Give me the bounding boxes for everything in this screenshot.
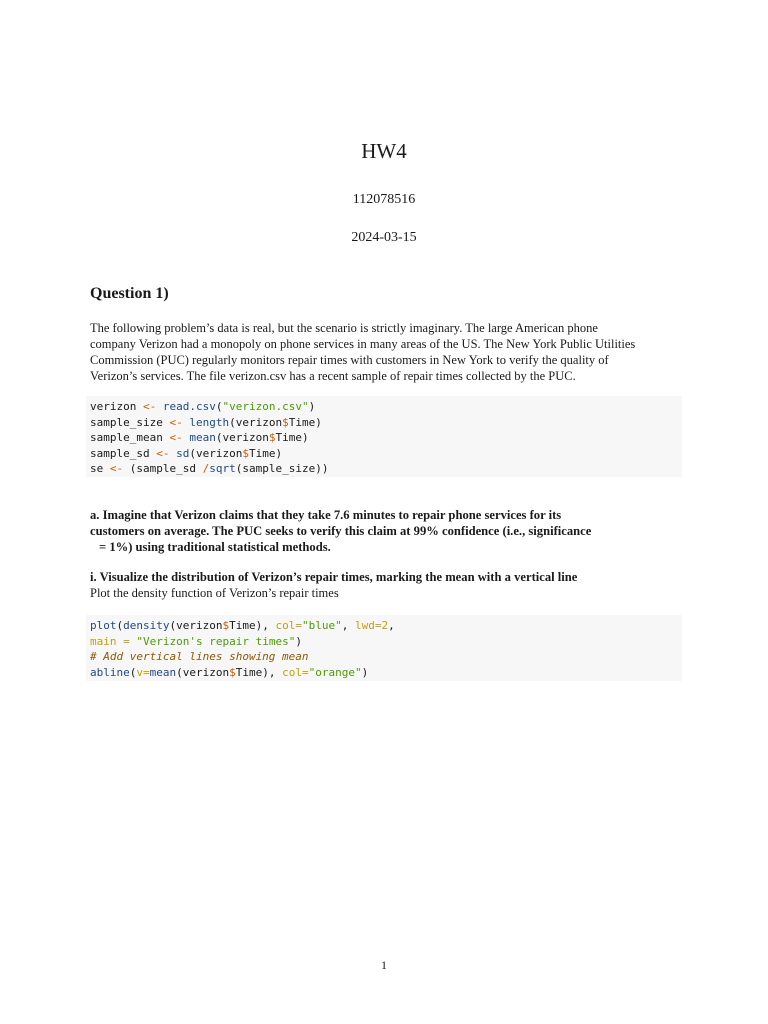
- code-line: plot(density(verizon$Time), col="blue", lwd=2,: [90, 619, 395, 632]
- code-line: abline(v=mean(verizon$Time), col="orange"): [90, 665, 369, 679]
- intro-line: company Verizon had a monopoly on phone services in many areas of the US. The New York Public Utilities: [90, 337, 636, 351]
- code-block-plot: [86, 615, 682, 681]
- code-block-load-data: [86, 396, 682, 477]
- intro-paragraph: [90, 320, 678, 384]
- code-line: main = "Verizon's repair times"): [90, 634, 302, 648]
- question-a-line: a. Imagine that Verizon claims that they take 7.6 minutes to repair phone services for its: [90, 508, 562, 522]
- question-a-text: [90, 507, 678, 555]
- code-line: sample_mean <- mean(verizon$Time): [90, 431, 309, 445]
- question-i-heading: i. Visualize the distribution of Verizon’s repair times, marking the mean with a vertical line: [90, 570, 578, 584]
- page-number: 1: [381, 958, 387, 972]
- document-title: HW4: [361, 139, 407, 163]
- intro-line: Commission (PUC) regularly monitors repair times with customers in New York to verify the quality of: [90, 353, 609, 367]
- code-line: verizon <- read.csv("verizon.csv"): [90, 400, 316, 413]
- author-id: 112078516: [352, 192, 416, 207]
- code-line: se <- (sample_sd /sqrt(sample_size)): [90, 462, 329, 476]
- question-a-line: customers on average. The PUC seeks to verify this claim at 99% confidence (i.e., significance: [90, 524, 592, 538]
- intro-line: Verizon’s services. The file verizon.csv has a recent sample of repair times collected by the PUC.: [90, 369, 576, 383]
- code-comment-line: # Add vertical lines showing mean: [90, 650, 309, 664]
- section-heading: Question 1): [90, 285, 169, 302]
- code-line: sample_sd <- sd(verizon$Time): [90, 446, 283, 460]
- code-line: sample_size <- length(verizon$Time): [90, 415, 322, 429]
- intro-line: The following problem’s data is real, but the scenario is strictly imaginary. The large American phone: [90, 321, 598, 335]
- question-i-instruction: Plot the density function of Verizon’s repair times: [90, 586, 339, 600]
- question-a-line: = 1%) using traditional statistical methods.: [99, 540, 331, 554]
- document-date: 2024-03-15: [351, 230, 417, 245]
